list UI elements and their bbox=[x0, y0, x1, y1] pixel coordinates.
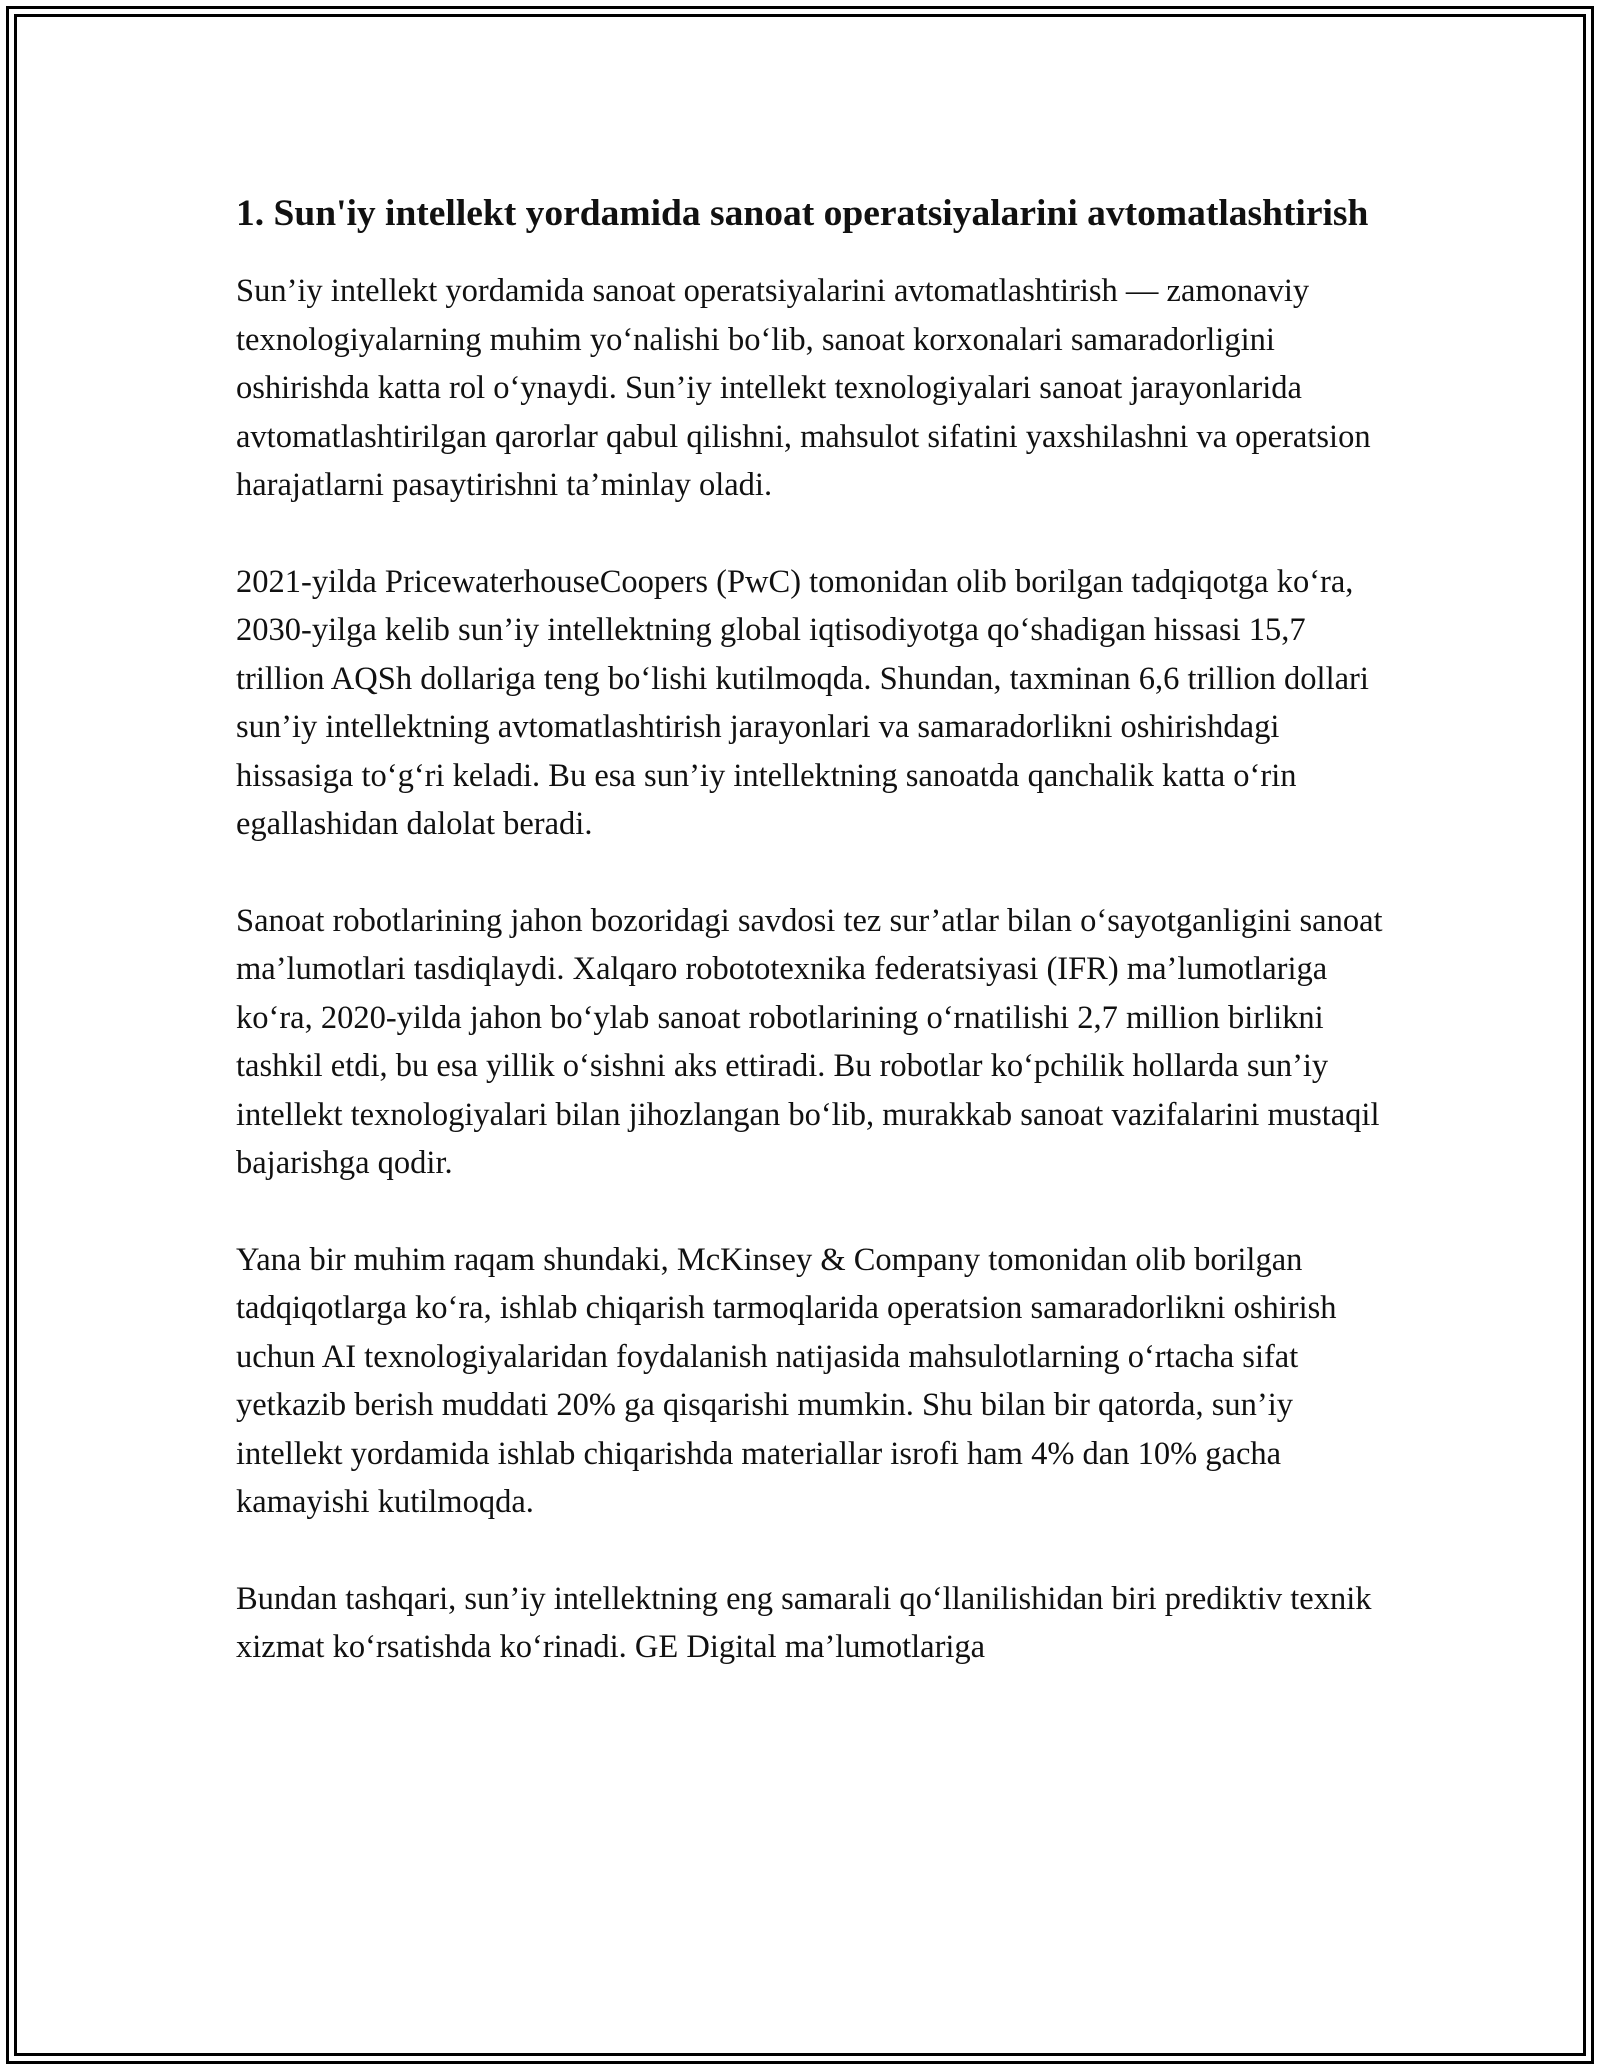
paragraph-3: Sanoat robotlarining jahon bozoridagi savdosi tez sur’atlar bilan o‘sayotganligini sanoat ma’lumotlari tasdiqlaydi. Xalqaro robototexnika federatsiyasi (IFR) ma’lumotlariga ko‘ra, 2020-yilda jahon bo‘ylab sanoat robotlarining o‘rnatilishi 2,7 million birlikni tashkil etdi, bu esa yillik o‘sishni aks ettiradi. Bu robotlar ko‘pchilik hollarda sun’iy intellekt texnologiyalari bilan jihozlangan bo‘lib, murakkab sanoat vazifalarini mustaqil bajarishga qodir. bbox=[236, 902, 1383, 1181]
paragraph-5: Bundan tashqari, sun’iy intellektning eng samarali qo‘llanilishidan biri prediktiv texnik xizmat ko‘rsatishda ko‘rinadi. GE Digital ma’lumotlariga bbox=[236, 1580, 1372, 1665]
paragraph-2: 2021-yilda PricewaterhouseCoopers (PwC) tomonidan olib borilgan tadqiqotga ko‘ra, 2030-yilga kelib sun’iy intellektning global iqtisodiyotga qo‘shadigan hissasi 15,7 trillion AQSh dollariga teng bo‘lishi kutilmoqda. Shundan, taxminan 6,6 trillion dollari sun’iy intellektning avtomatlashtirish jarayonlari va samaradorlikni oshirishdagi hissasiga to‘g‘ri keladi. Bu esa sun’iy intellektning sanoatda qanchalik katta o‘rin egallashidan dalolat beradi. bbox=[236, 563, 1369, 842]
section-title: 1. Sun'iy intellekt yordamida sanoat operatsiyalarini avtomatlashtirish bbox=[236, 193, 1369, 234]
document-body bbox=[236, 186, 1386, 1720]
paragraph-1: Sun’iy intellekt yordamida sanoat operatsiyalarini avtomatlashtirish — zamonaviy texnologiyalarning muhim yo‘nalishi bo‘lib, sanoat korxonalari samaradorligini oshirishda katta rol o‘ynaydi. Sun’iy intellekt texnologiyalari sanoat jarayonlarida avtomatlashtirilgan qarorlar qabul qilishni, mahsulot sifatini yaxshilashni va operatsion harajatlarni pasaytirishni ta’minlay oladi. bbox=[236, 273, 1371, 503]
paragraph-4: Yana bir muhim raqam shundaki, McKinsey & Company tomonidan olib borilgan tadqiqotlarga ko‘ra, ishlab chiqarish tarmoqlarida operatsion samaradorlikni oshirish uchun AI texnologiyalaridan foydalanish natijasida mahsulotlarning o‘rtacha sifat yetkazib berish muddati 20% ga qisqarishi mumkin. Shu bilan bir qatorda, sun’iy intellekt yordamida ishlab chiqarishda materiallar isrofi ham 4% dan 10% gacha kamayishi kutilmoqda. bbox=[236, 1241, 1337, 1520]
